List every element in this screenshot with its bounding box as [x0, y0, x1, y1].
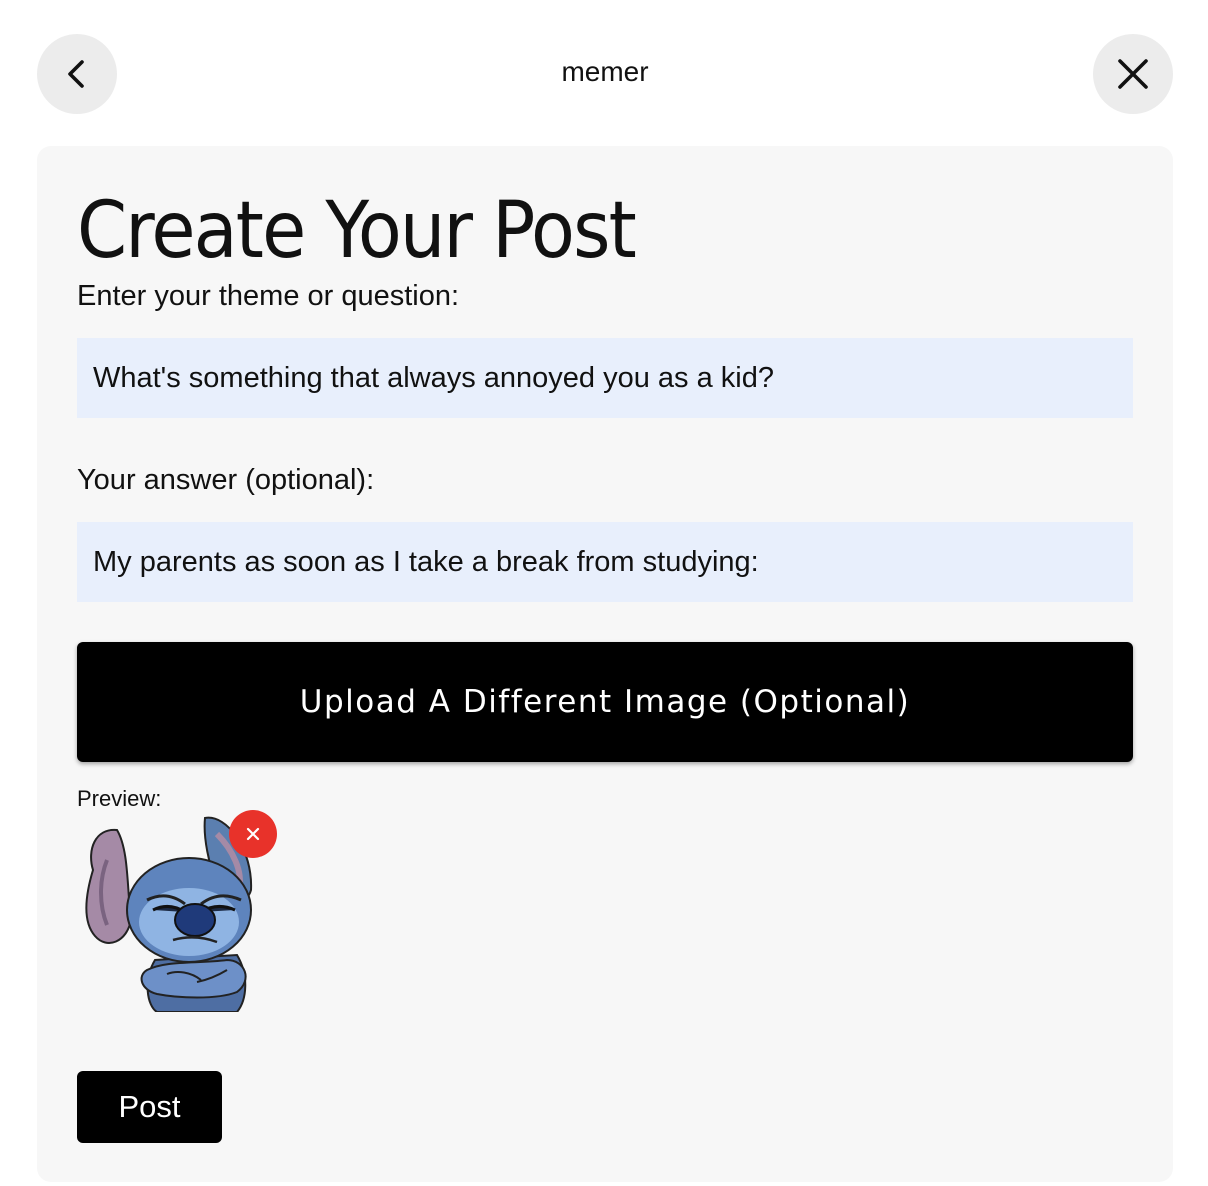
close-icon — [1116, 57, 1150, 91]
post-button[interactable]: Post — [77, 1071, 222, 1143]
post-form-card — [37, 146, 1173, 1182]
remove-image-button[interactable] — [229, 810, 277, 858]
page-title: Create Your Post — [77, 186, 635, 276]
create-post-modal — [4, 2, 1206, 1186]
close-icon — [246, 827, 260, 841]
close-button[interactable] — [1093, 34, 1173, 114]
preview-label: Preview: — [77, 786, 162, 811]
answer-label: Your answer (optional): — [77, 464, 375, 496]
answer-input[interactable] — [77, 522, 1133, 602]
theme-label: Enter your theme or question: — [77, 280, 460, 312]
app-title: memer — [561, 56, 649, 87]
upload-image-button[interactable]: Upload A Different Image (Optional) — [77, 642, 1133, 762]
image-preview — [77, 810, 277, 1012]
theme-input[interactable] — [77, 338, 1133, 418]
